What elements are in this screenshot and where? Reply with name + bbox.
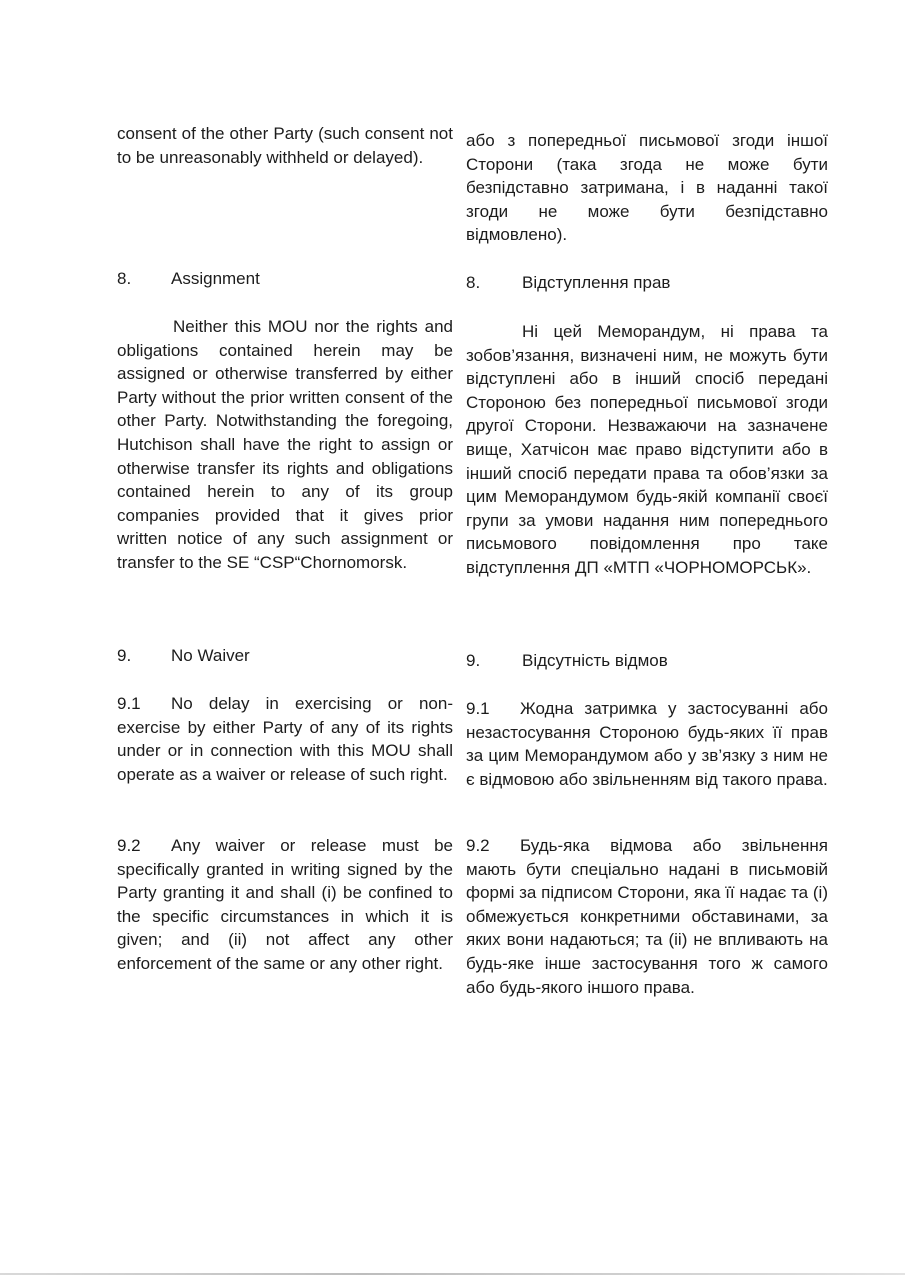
uk-clause-9-1: [466, 697, 828, 791]
uk-section-9-heading: [466, 649, 828, 673]
en-clause-9-2: [117, 834, 453, 976]
en-section-9-number: 9.: [117, 646, 132, 665]
uk-continuation-block: [466, 129, 828, 247]
en-clause-9-1-number: 9.1: [117, 694, 141, 713]
en-section-8-body: Neither this MOU nor the rights and obligations contained herein may be assigned or otherwise transferred by either Party without the prior written consent of the other Party. Notwithstanding the foregoing, Hutchison shall have the right to assign or otherwise transfer its rights and obligations contained herein to any of its group companies provided that it gives prior written notice of any such assignment or transfer to the SE “CSP“Chornomorsk.: [117, 317, 453, 572]
en-clause-9-2-text: Any waiver or release must be specifically granted in writing signed by the Party granting it and shall (i) be confined to the specific circumstances in which it is given; and (ii) not affect any other enforcement of the same or any other right.: [117, 836, 453, 973]
en-clause-9-1: [117, 692, 453, 786]
uk-clause-9-2-text: Будь-яка відмова або звільнення мають бути спеціально надані в письмовій формі за підписом Сторони, яка її надає та (i) обмежується конкретними обставинами, за яких вони надаються; та (ii) не впливають на будь-яке інше застосування того ж самого або будь-якого іншого права.: [466, 836, 828, 997]
page-bottom-edge-line: [0, 1273, 905, 1275]
uk-section-8-heading: [466, 271, 828, 295]
uk-section-9-number: 9.: [466, 651, 481, 670]
en-section-8-title: Assignment: [171, 269, 260, 288]
uk-clause-9-1-text: Жодна затримка у застосуванні або незастосування Стороною будь-яких її прав за цим Меморандумом або у зв’язку з ним не є відмовою або звільненням від такого права.: [466, 699, 828, 789]
uk-section-8-body: Ні цей Меморандум, ні права та зобов’язання, визначені ним, не можуть бути відступлені або в інший спосіб передані Стороною без попередньої письмової згоди другої Сторони. Незважаючи на зазначене вище, Хатчісон має право відступити або в інший спосіб передати права та обов’язки за цим Меморандумом будь-якій компанії своєї групи за умови надання ним попереднього письмового повідомлення про таке відступлення ДП «МТП «ЧОРНОМОРСЬК».: [466, 322, 828, 577]
uk-section-8-number: 8.: [466, 273, 481, 292]
uk-section-9-title: Відсутність відмов: [522, 651, 668, 670]
uk-clause-9-2: [466, 834, 828, 999]
uk-section-8-body-block: [466, 320, 828, 580]
en-section-8-heading: [117, 267, 453, 291]
uk-section-8-title: Відступлення прав: [522, 273, 671, 292]
en-clause-9-1-text: No delay in exercising or non-exercise by either Party of any of its rights under or in connection with this MOU shall operate as a waiver or release of such right.: [117, 694, 453, 784]
en-section-9-title: No Waiver: [171, 646, 250, 665]
en-section-8-number: 8.: [117, 269, 132, 288]
uk-clause-9-2-number: 9.2: [466, 836, 490, 855]
en-section-8-body-block: [117, 315, 453, 575]
uk-continuation-text: або з попередньої письмової згоди іншої Сторони (така згода не може бути безпідставно затримана, і в наданні такої згоди не може бути безпідставно відмовлено).: [466, 131, 828, 245]
uk-clause-9-1-number: 9.1: [466, 699, 490, 718]
en-continuation-text: consent of the other Party (such consent not to be unreasonably withheld or delayed).: [117, 124, 453, 167]
en-section-9-heading: [117, 644, 453, 668]
en-clause-9-2-number: 9.2: [117, 836, 141, 855]
en-continuation-block: [117, 122, 453, 169]
